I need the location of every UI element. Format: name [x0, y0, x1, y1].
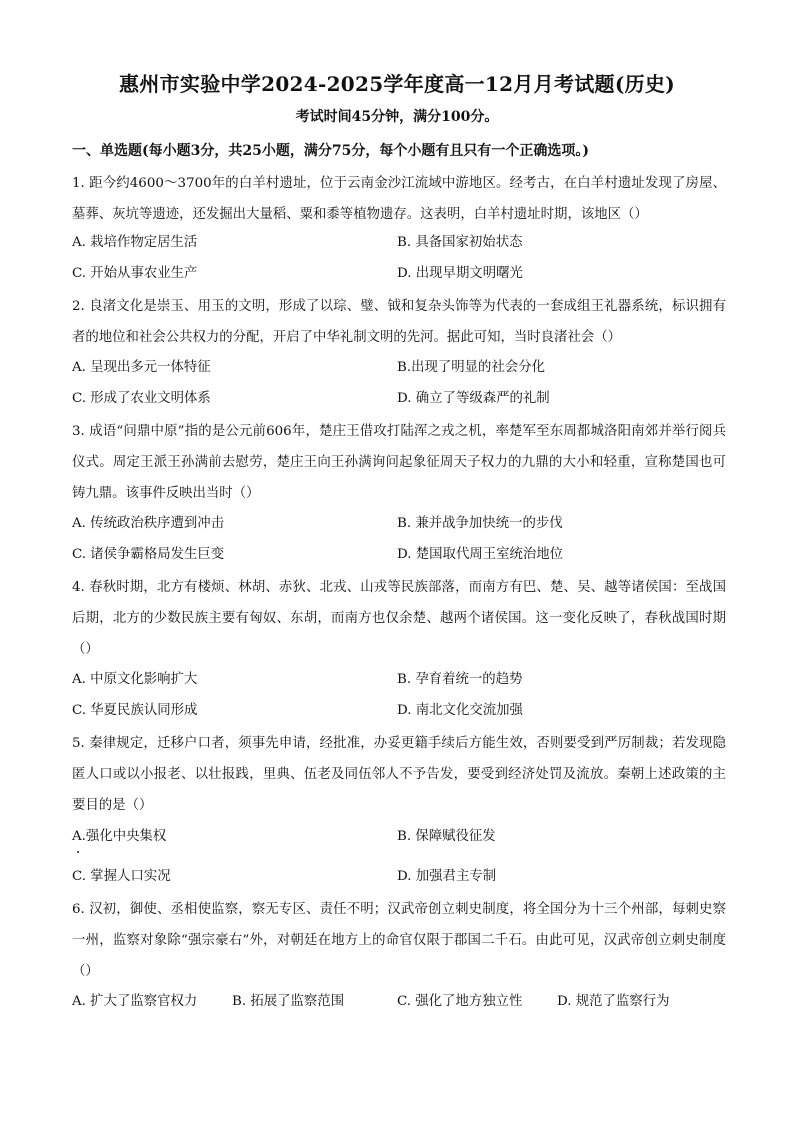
- question-3-option-a: A. 传统政治秩序遭到冲击: [72, 516, 225, 531]
- question-3-option-b: B. 兼并战争加快统一的步伐: [397, 516, 563, 531]
- scan-speck: [77, 851, 79, 853]
- question-6-option-b: B. 拓展了监察范围: [232, 994, 345, 1009]
- question-4-stem: 4. 春秋时期，北方有楼烦、林胡、赤狄、北戎、山戎等民族部落，而南方有巴、楚、吴、越等诸侯国：至战国后期，北方的少数民族主要有匈奴、东胡，而南方也仅余楚、越两个诸侯国。这一变化反映了，春秋战国时期（）: [72, 580, 726, 657]
- question-3-option-c: C. 诸侯争霸格局发生巨变: [72, 547, 225, 562]
- question-4-option-d: D. 南北文化交流加强: [397, 703, 523, 718]
- question-5-option-b: B. 保障赋役征发: [397, 829, 496, 844]
- question-3-option-d: D. 楚国取代周王室统治地位: [397, 547, 564, 562]
- question-5-option-c: C. 掌握人口实况: [72, 869, 171, 884]
- question-2-option-c: C. 形成了农业文明体系: [72, 391, 211, 406]
- question-5-option-a: A.强化中央集权: [72, 829, 167, 844]
- question-3-stem: 3. 成语“问鼎中原”指的是公元前606年，楚庄王借攻打陆浑之戎之机，率楚军至东周都城洛阳南郊并举行阅兵仪式。周定王派王孙满前去慰劳，楚庄王向王孙满询问起象征周天子权力的九鼎的大小和轻重，宣称楚国也可铸九鼎。该事件反映出当时（）: [72, 424, 726, 501]
- question-5-option-d: D. 加强君主专制: [397, 869, 497, 884]
- section-heading: 一、单选题(每小题3分，共25小题，满分75分，每个小题有且只有一个正确选项。): [72, 143, 589, 159]
- question-1-stem: 1. 距今约4600～3700年的白羊村遗址，位于云南金沙江流域中游地区。经考古，在白羊村遗址发现了房屋、墓葬、灰坑等遗迹，还发掘出大量稻、粟和黍等植物遗存。这表明，白羊村遗址时期，该地区（）: [72, 176, 726, 222]
- question-2-option-b: B.出现了明显的社会分化: [397, 360, 546, 375]
- exam-title: 惠州市实验中学2024-2025学年度高一12月月考试题(历史): [119, 72, 675, 96]
- question-1-option-c: C. 开始从事农业生产: [72, 266, 198, 281]
- question-4-option-b: B. 孕育着统一的趋势: [397, 672, 523, 687]
- question-2-stem: 2. 良渚文化是崇玉、用玉的文明，形成了以琮、璧、钺和复杂头饰等为代表的一套成组王礼器系统，标识拥有者的地位和社会公共权力的分配，开启了中华礼制文明的先河。据此可知，当时良渚社会（）: [72, 299, 726, 345]
- question-4-option-c: C. 华夏民族认同形成: [72, 703, 198, 718]
- question-6-option-a: A. 扩大了监察官权力: [72, 994, 198, 1009]
- exam-subtitle: 考试时间45分钟，满分100分。: [295, 109, 499, 125]
- question-1-option-b: B. 具备国家初始状态: [397, 235, 523, 250]
- question-5-stem: 5. 秦律规定，迁移户口者，须事先申请，经批准，办妥更籍手续后方能生效，否则要受到严厉制裁；若发现隐匿人口或以小报老、以壮报践，里典、伍老及同伍邻人不予告发，要受到经济处罚及流放。秦朝上述政策的主要目的是（）: [72, 736, 726, 813]
- question-1-option-d: D. 出现早期文明曙光: [397, 266, 523, 281]
- question-6-stem: 6. 汉初，御使、丞相使监察，察无专区、责任不明；汉武帝创立刺史制度，将全国分为十三个州部，每刺史察一州，监察对象除“强宗豪右”外，对朝廷在地方上的命官仅限于郡国二千石。由此可见，汉武帝创立刺史制度（）: [72, 902, 726, 979]
- question-2-option-a: A. 呈现出多元一体特征: [72, 360, 211, 375]
- question-6-option-d: D. 规范了监察行为: [557, 994, 670, 1009]
- question-1-option-a: A. 栽培作物定居生活: [72, 235, 198, 250]
- question-2-option-d: D. 确立了等级森严的礼制: [397, 391, 550, 406]
- question-6-option-c: C. 强化了地方独立性: [397, 994, 523, 1009]
- question-4-option-a: A. 中原文化影响扩大: [72, 672, 198, 687]
